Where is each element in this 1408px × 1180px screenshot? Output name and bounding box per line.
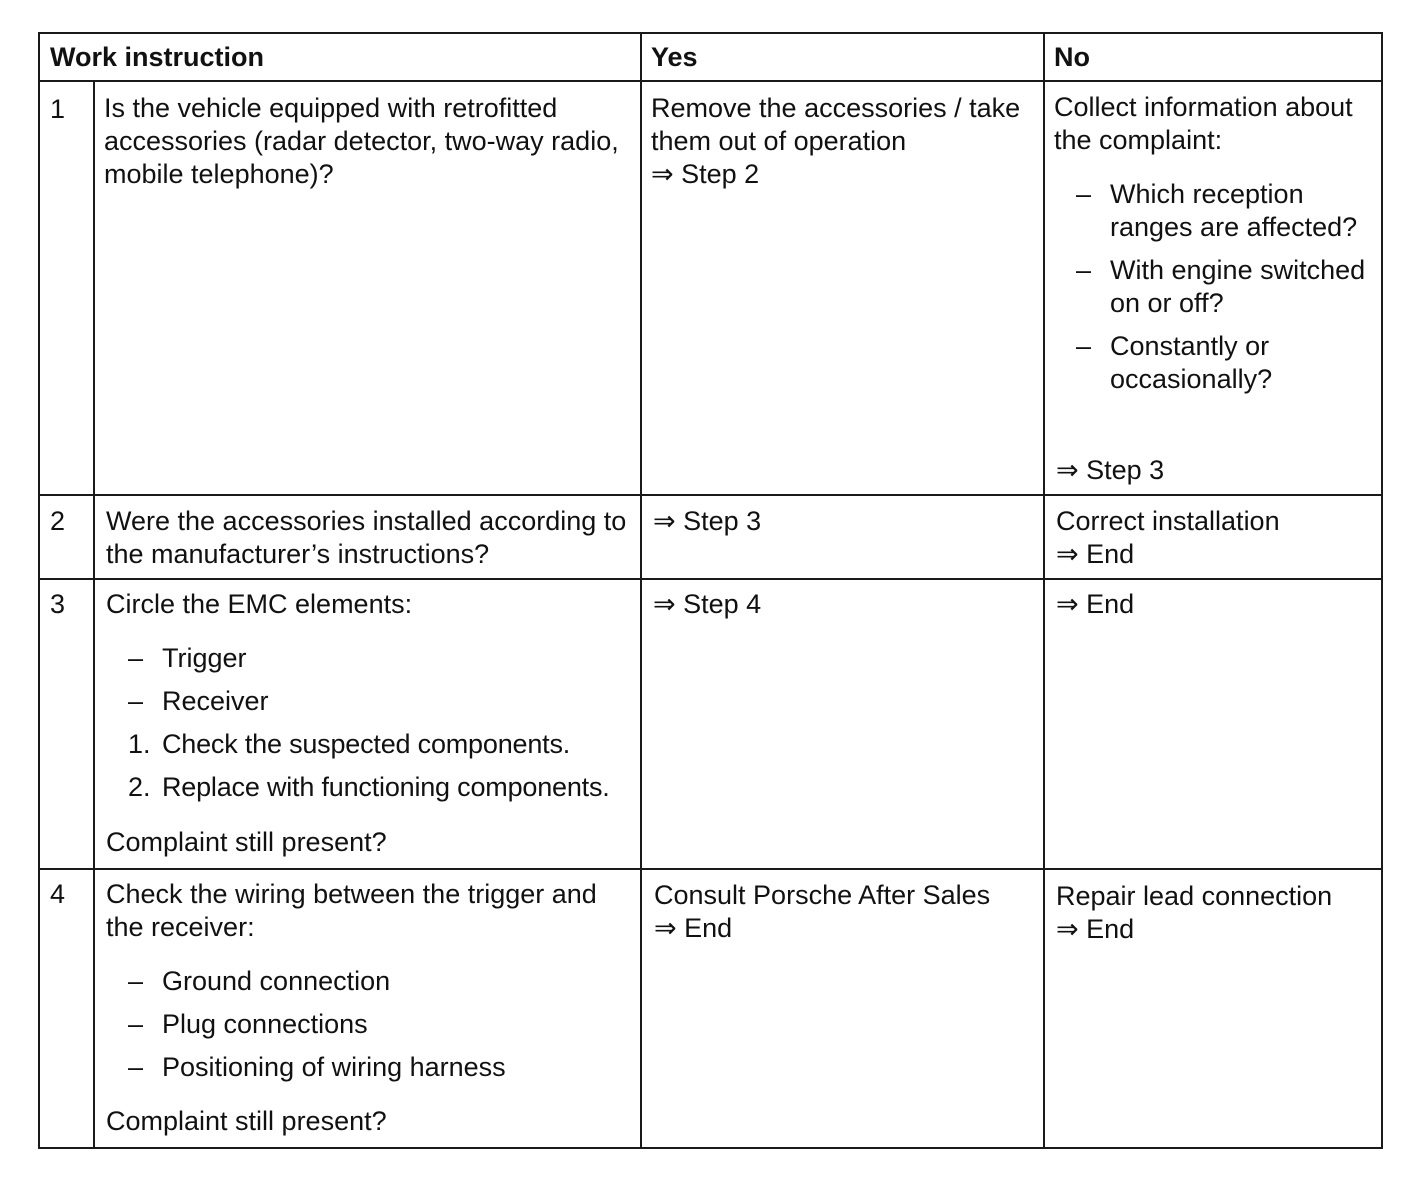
row-1-no-intro: Collect information about the complaint: xyxy=(1054,92,1353,155)
row-4-no-next: ⇒ End xyxy=(1056,914,1135,944)
row-2-no-next: ⇒ End xyxy=(1056,539,1135,569)
row-divider-3 xyxy=(38,868,1383,870)
row-3-no: ⇒ End xyxy=(1056,589,1135,619)
row-4-instruction-intro: Check the wiring between the trigger and the receiver: xyxy=(106,879,597,942)
row-1-no-list xyxy=(1076,178,1376,396)
row-3-instruction xyxy=(106,588,634,804)
row-3-instruction-intro: Circle the EMC elements: xyxy=(106,589,413,619)
list-item: – Positioning of wiring harness xyxy=(128,1052,506,1082)
table-border-top xyxy=(38,32,1383,34)
list-item: – Ground connection xyxy=(128,966,391,996)
row-2-number: 2 xyxy=(50,506,66,536)
table-border-left xyxy=(38,32,40,1149)
row-2-no-action: Correct installation xyxy=(1056,506,1280,536)
row-3-element-list xyxy=(128,642,634,718)
no-column-divider xyxy=(1043,32,1045,1149)
row-3-number: 3 xyxy=(50,589,66,619)
row-4-question: Complaint still present? xyxy=(106,1106,387,1136)
row-divider-1 xyxy=(38,494,1383,496)
row-4-no-action: Repair lead connection xyxy=(1056,881,1333,911)
row-divider-2 xyxy=(38,578,1383,580)
row-1-yes-action: Remove the accessories / take them out of operation xyxy=(651,93,1021,156)
row-1-no xyxy=(1054,91,1376,396)
list-item: – Trigger xyxy=(128,643,247,673)
row-4-wiring-list xyxy=(128,965,634,1084)
row-2-instruction: Were the accessories installed according to the manufacturer’s instructions? xyxy=(106,506,627,569)
row-4-yes-next: ⇒ End xyxy=(654,913,733,943)
list-item: – Which reception ranges are affected? xyxy=(1076,179,1358,242)
row-2-yes: ⇒ Step 3 xyxy=(653,506,762,536)
row-3-question: Complaint still present? xyxy=(106,827,387,857)
header-divider xyxy=(38,80,1383,82)
header-no: No xyxy=(1054,42,1090,72)
row-1-yes xyxy=(651,92,1036,191)
row-1-instruction: Is the vehicle equipped with retrofitted accessories (radar detector, two-way radio, mobile telephone)? xyxy=(104,93,619,189)
yes-column-divider xyxy=(640,32,642,1149)
table-border-bottom xyxy=(38,1147,1383,1149)
number-column-divider xyxy=(93,80,95,1149)
list-item: – With engine switched on or off? xyxy=(1076,255,1366,318)
row-4-yes-action: Consult Porsche After Sales xyxy=(654,880,991,910)
row-1-no-next: ⇒ Step 3 xyxy=(1056,455,1165,485)
list-item: – Receiver xyxy=(128,686,269,716)
row-4-number: 4 xyxy=(50,879,66,909)
row-4-no xyxy=(1056,880,1378,946)
header-work-instruction: Work instruction xyxy=(50,42,265,72)
row-3-step-list xyxy=(128,728,634,804)
row-1-number: 1 xyxy=(50,94,66,124)
list-item: – Plug connections xyxy=(128,1009,368,1039)
table-border-right xyxy=(1381,32,1383,1149)
row-2-no xyxy=(1056,505,1378,571)
work-instruction-table xyxy=(38,32,1383,1149)
row-4-yes xyxy=(654,879,1039,945)
row-4-instruction xyxy=(106,878,634,1084)
row-1-yes-next: ⇒ Step 2 xyxy=(651,159,760,189)
row-3-yes: ⇒ Step 4 xyxy=(653,589,762,619)
list-item: – Constantly or occasionally? xyxy=(1076,331,1273,394)
list-item: 1. Check the suspected components. xyxy=(128,729,571,759)
header-yes: Yes xyxy=(651,42,698,72)
list-item: 2. Replace with functioning components. xyxy=(128,772,610,802)
